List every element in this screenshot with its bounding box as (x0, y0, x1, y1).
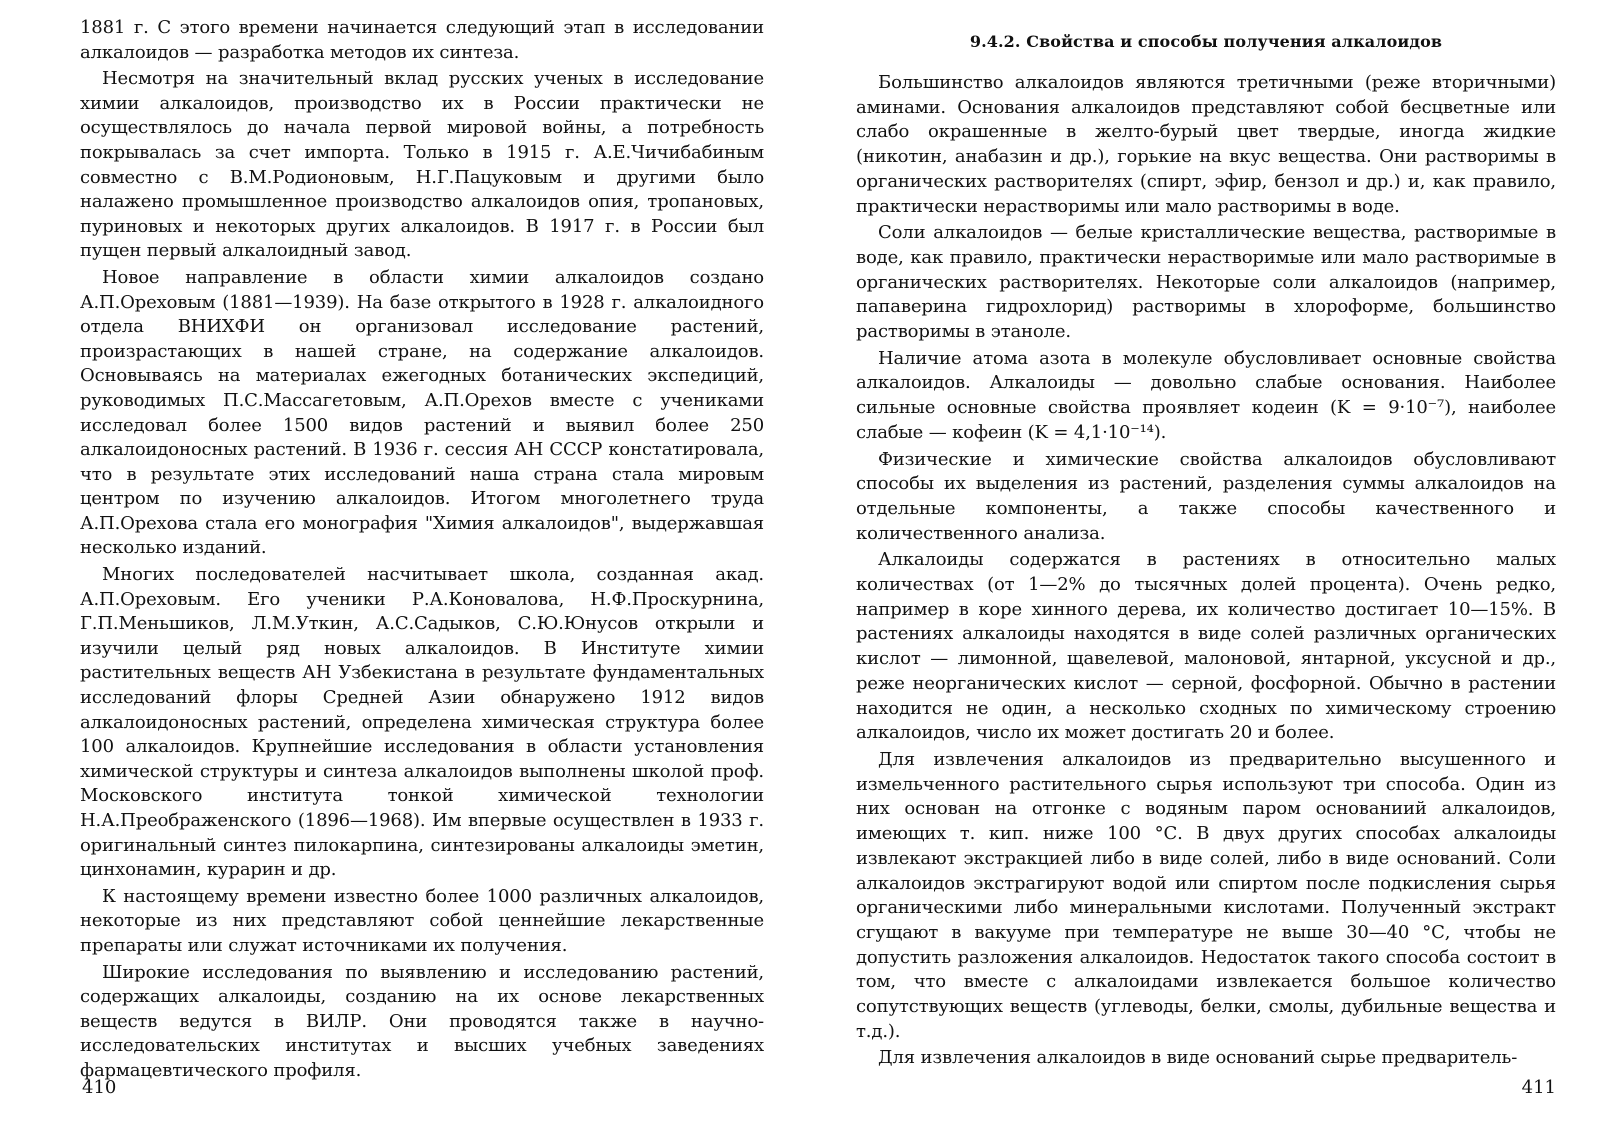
right-paragraph-4: Физические и химические свойства алкалоидов обусловливают способы их выделения из растений, разделения суммы алкалоидов на отдельные компоненты, а также способы качественного и количественного анализа. (856, 448, 1556, 544)
right-paragraph-5: Алкалоиды содержатся в растениях в относительно малых количествах (от 1—2% до тысячных долей процента). Очень редко, например в коре хинного дерева, их количество достигает 10—15%. В растениях алкалоиды находятся в виде солей различных органических кислот — лимонной, щавелевой, малоновой, янтарной, уксусной и др., реже неорганических кислот — серной, фосфорной. Обычно в растении находится не один, а несколько сходных по химическому строению алкалоидов, число их может достигать 20 и более. (856, 549, 1556, 744)
page-number-right: 411 (1521, 1077, 1556, 1098)
right-paragraph-7: Для извлечения алкалоидов в виде оснований сырье предваритель- (878, 1047, 1518, 1069)
right-page (800, 0, 1600, 1127)
section-heading: 9.4.2. Свойства и способы получения алкалоидов (969, 32, 1443, 51)
left-paragraph-5: К настоящему времени известно более 1000 различных алкалоидов, некоторые из них представляют собой ценнейшие лекарственные препараты или служат источниками их получения. (80, 885, 764, 956)
right-paragraph-6: Для извлечения алкалоидов из предварительно высушенного и измельченного растительного сырья используют три способа. Один из них основан на отгонке с водяным паром основаниий алкалоидов, имеющих т. кип. ниже 100 °С. В двух других способах алкалоиды извлекают экстракцией либо в виде солей, либо в виде оснований. Соли алкалоидов экстрагируют водой или спиртом после подкисления сырья органическими либо минеральными кислотами. Полученный экстракт сгущают в вакууме при температуре не выше 30—40 °С, чтобы не допустить разложения алкалоидов. Недостаток такого способа состоит в том, что вместе с алкалоидами извлекается большое количество сопутствующих веществ (углеводы, белки, смолы, дубильные вещества и т.д.). (856, 748, 1556, 1042)
right-paragraph-2: Соли алкалоидов — белые кристаллические вещества, растворимые в воде, как правило, практически нерастворимые или мало растворимые в органических растворителях. Некоторые соли алкалоидов (например, папаверина гидрохлорид) растворимы в хлороформе, большинство растворимы в этаноле. (856, 222, 1556, 343)
left-paragraph-3: Новое направление в области химии алкалоидов создано А.П.Ореховым (1881—1939). На базе открытого в 1928 г. алкалоидного отдела ВНИХФИ он организовал исследование растений, произрастающих в нашей стране, на содержание алкалоидов. Основываясь на материалах ежегодных ботанических экспедиций, руководимых П.С.Массагетовым, А.П.Орехов вместе с учениками исследовал более 1500 видов растений и выявил более 250 алкалоидоносных растений. В 1936 г. сессия АН СССР констатировала, что в результате этих исследований наша страна стала мировым центром по изучению алкалоидов. Итогом многолетнего труда А.П.Орехова стала его монография "Химия алкалоидов", выдержавшая несколько изданий. (80, 266, 764, 559)
right-paragraph-1: Большинство алкалоидов являются третичными (реже вторичными) аминами. Основания алкалоидов представляют собой бесцветные или слабо окрашенные в желто-бурый цвет твердые, иногда жидкие (никотин, анабазин и др.), горькие на вкус вещества. Они растворимы в органических растворителях (спирт, эфир, бензол и др.) и, как правило, практически нерастворимы или мало растворимы в воде. (856, 72, 1556, 217)
right-paragraph-3: Наличие атома азота в молекуле обусловливает основные свойства алкалоидов. Алкалоиды — довольно слабые основания. Наиболее сильные основные свойства проявляет кодеин (K = 9·10⁻⁷), наиболее слабые — кофеин (K = 4,1·10⁻¹⁴). (856, 347, 1556, 443)
left-paragraph-2: Несмотря на значительный вклад русских ученых в исследование химии алкалоидов, производство их в России практически не осуществлялось до начала первой мировой войны, а потребность покрывалась за счет импорта. Только в 1915 г. А.Е.Чичибабиным совместно с В.М.Родионовым, Н.Г.Пацуковым и другими было налажено промышленное производство алкалоидов опия, тропановых, пуриновых и некоторых других алкалоидов. В 1917 г. в России был пущен первый алкалоидный завод. (80, 68, 764, 262)
left-paragraph-1: 1881 г. С этого времени начинается следующий этап в исследовании алкалоидов — разработка методов их синтеза. (80, 17, 764, 63)
left-paragraph-6: Широкие исследования по выявлению и исследованию растений, содержащих алкалоиды, созданию на их основе лекарственных веществ ведутся в ВИЛР. Они проводятся также в научно-исследовательских институтах и высших учебных заведениях фармацевтического профиля. (80, 961, 764, 1081)
page-number-left: 410 (82, 1077, 117, 1098)
left-paragraph-4: Многих последователей насчитывает школа, созданная акад. А.П.Ореховым. Его ученики Р.А.Коновалова, Н.Ф.Проскурнина, Г.П.Меньшиков, Л.М.Уткин, А.С.Садыков, С.Ю.Юнусов открыли и изучили целый ряд новых алкалоидов. В Институте химии растительных веществ АН Узбекистана в результате фундаментальных исследований флоры Средней Азии обнаружено 1912 видов алкалоидоносных растений, определена химическая структура более 100 алкалоидов. Крупнейшие исследования в области установления химической структуры и синтеза алкалоидов выполнены школой проф. Московского института тонкой химической технологии Н.А.Преображенского (1896—1968). Им впервые осуществлен в 1933 г. оригинальный синтез пилокарпина, синтезированы алкалоиды эметин, цинхонамин, курарин и др. (80, 564, 764, 881)
